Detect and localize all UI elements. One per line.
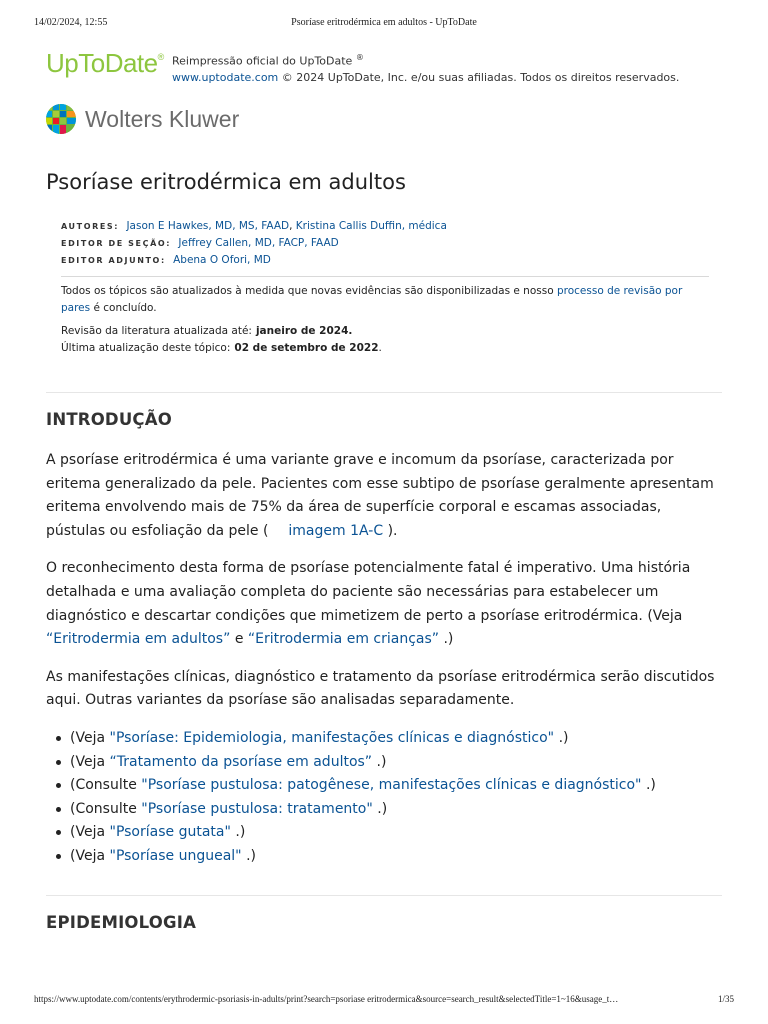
- uptodate-logo-mark: ®: [157, 52, 164, 62]
- list-item-suffix: .): [645, 777, 656, 794]
- intro-paragraph-1: [46, 449, 722, 543]
- article-title: Psoríase eritrodérmica em adultos: [46, 170, 406, 194]
- list-item-suffix: .): [235, 824, 246, 841]
- list-item-prefix: (Veja: [70, 753, 106, 770]
- list-item-suffix: .): [377, 800, 388, 817]
- print-page-title: Psoríase eritrodérmica em adultos - UpToDate: [291, 17, 477, 28]
- section-divider: [46, 392, 722, 393]
- intro-p1-end: ).: [387, 522, 398, 539]
- epidemiology-heading: EPIDEMIOLOGIA: [46, 913, 197, 932]
- erythroderma-adults-link[interactable]: “Eritrodermia em adultos”: [46, 631, 231, 648]
- topic-link[interactable]: “Tratamento da psoríase em adultos”: [109, 753, 373, 770]
- uptodate-logo[interactable]: [46, 48, 164, 79]
- lit-review-line: [61, 323, 709, 340]
- last-update-date: 02 de setembro de 2022: [234, 342, 379, 354]
- topic-link[interactable]: "Psoríase pustulosa: tratamento": [141, 800, 373, 817]
- list-item-prefix: (Veja: [70, 847, 106, 864]
- print-timestamp: 14/02/2024, 12:55: [34, 17, 108, 28]
- list-item-suffix: .): [558, 729, 569, 746]
- update-note-suffix: é concluído.: [93, 302, 157, 314]
- last-update-label: Última atualização deste tópico:: [61, 342, 231, 354]
- list-item: [70, 727, 722, 751]
- print-footer: [34, 994, 734, 1008]
- print-url: https://www.uptodate.com/contents/erythrodermic-psoriasis-in-adults/print?search=psoriase eritrodermica&source=search_result&selectedTitle=1~16&usage_t…: [34, 994, 619, 1004]
- update-note-prefix: Todos os tópicos são atualizados à medida que novas evidências são disponibilizadas e nosso: [61, 285, 554, 297]
- list-item: [70, 821, 722, 845]
- author-link[interactable]: Jason E Hawkes, MD, MS, FAAD: [126, 220, 290, 232]
- intro-heading: INTRODUÇÃO: [46, 410, 172, 429]
- erythroderma-children-link[interactable]: “Eritrodermia em crianças”: [247, 631, 440, 648]
- topic-link[interactable]: "Psoríase gutata": [109, 824, 231, 841]
- deputy-editor-label: EDITOR ADJUNTO:: [61, 256, 166, 265]
- intro-body: [46, 449, 722, 869]
- intro-p2-mid: e: [234, 631, 244, 648]
- metadata-divider: [61, 276, 709, 277]
- intro-paragraph-3: As manifestações clínicas, diagnóstico e tratamento da psoríase eritrodérmica serão discutidos aqui. Outras variantes da psoríase são analisadas separadamente.: [46, 668, 715, 709]
- intro-p2-text: O reconhecimento desta forma de psoríase potencialmente fatal é imperativo. Uma história detalhada e uma avaliação completa do paciente são necessárias para estabelecer um diagnóstico e descartar condições que mimetizem de perto a psoríase eritrodérmica. (Veja: [46, 560, 691, 624]
- last-update-period: .: [378, 342, 382, 354]
- image-link[interactable]: imagem 1A-C: [288, 522, 384, 539]
- copyright-text: © 2024 UpToDate, Inc. e/ou suas afiliadas. Todos os direitos reservados.: [281, 70, 680, 84]
- last-update-line: [61, 340, 709, 357]
- list-item-suffix: .): [246, 847, 256, 864]
- lit-review-label: Revisão da literatura atualizada até:: [61, 325, 252, 337]
- intro-paragraph-2: [46, 557, 722, 651]
- deputy-editor-link[interactable]: Abena O Ofori, MD: [173, 254, 271, 266]
- intro-p1-text: A psoríase eritrodérmica é uma variante grave e incomum da psoríase, caracterizada por eritema generalizado da pele. Pacientes com esse subtipo de psoríase geralmente apresentam eritema envolvendo mais de 75% da área de superfície corporal e escamas associadas, pústulas ou esfoliação da pele (: [46, 452, 714, 539]
- list-item: [70, 751, 722, 775]
- uptodate-logo-text: UpToDate: [46, 48, 158, 78]
- related-topics-list: [46, 727, 722, 869]
- site-link[interactable]: www.uptodate.com: [172, 70, 279, 84]
- article-metadata: [61, 218, 709, 357]
- list-item-prefix: (Consulte: [70, 800, 137, 817]
- review-dates: [61, 323, 709, 357]
- peer-review-link[interactable]: processo de revisão por pares: [61, 285, 683, 314]
- list-item: [70, 798, 722, 822]
- section-editor-line: [61, 235, 709, 252]
- reprint-notice: [172, 50, 679, 86]
- topic-link[interactable]: "Psoríase: Epidemiologia, manifestações clínicas e diagnóstico": [109, 729, 555, 746]
- list-item: [70, 774, 722, 798]
- authors-line: AUTORES: Jason E Hawkes, MD, MS, FAAD, Kristina Callis Duffin, médica: [61, 220, 447, 232]
- list-item-prefix: (Consulte: [70, 777, 137, 794]
- list-item-prefix: (Veja: [70, 729, 106, 746]
- intro-p2-end: .): [443, 631, 454, 648]
- deputy-editor-line: [61, 252, 709, 269]
- topic-link[interactable]: "Psoríase pustulosa: patogênese, manifestações clínicas e diagnóstico": [141, 777, 642, 794]
- author-link[interactable]: Kristina Callis Duffin, médica: [295, 220, 447, 232]
- section-editor-label: EDITOR DE SEÇÃO:: [61, 239, 172, 248]
- list-item: [70, 845, 722, 869]
- list-item-suffix: .): [376, 753, 387, 770]
- page-number: 1/35: [717, 994, 734, 1004]
- lit-review-date: janeiro de 2024.: [255, 325, 353, 337]
- reprint-mark: ®: [355, 53, 364, 62]
- section-editor-link[interactable]: Jeffrey Callen, MD, FACP, FAAD: [178, 237, 339, 249]
- update-note: [61, 283, 709, 317]
- section-divider: [46, 895, 722, 896]
- topic-link[interactable]: "Psoríase ungueal": [109, 847, 242, 864]
- authors-label: AUTORES:: [61, 222, 120, 231]
- list-item-prefix: (Veja: [70, 824, 106, 841]
- print-header: [34, 17, 734, 31]
- reprint-line: Reimpressão oficial do UpToDate: [172, 54, 353, 68]
- wolters-kluwer-text: Wolters Kluwer: [85, 106, 240, 132]
- wolters-kluwer-globe-icon: [45, 103, 77, 135]
